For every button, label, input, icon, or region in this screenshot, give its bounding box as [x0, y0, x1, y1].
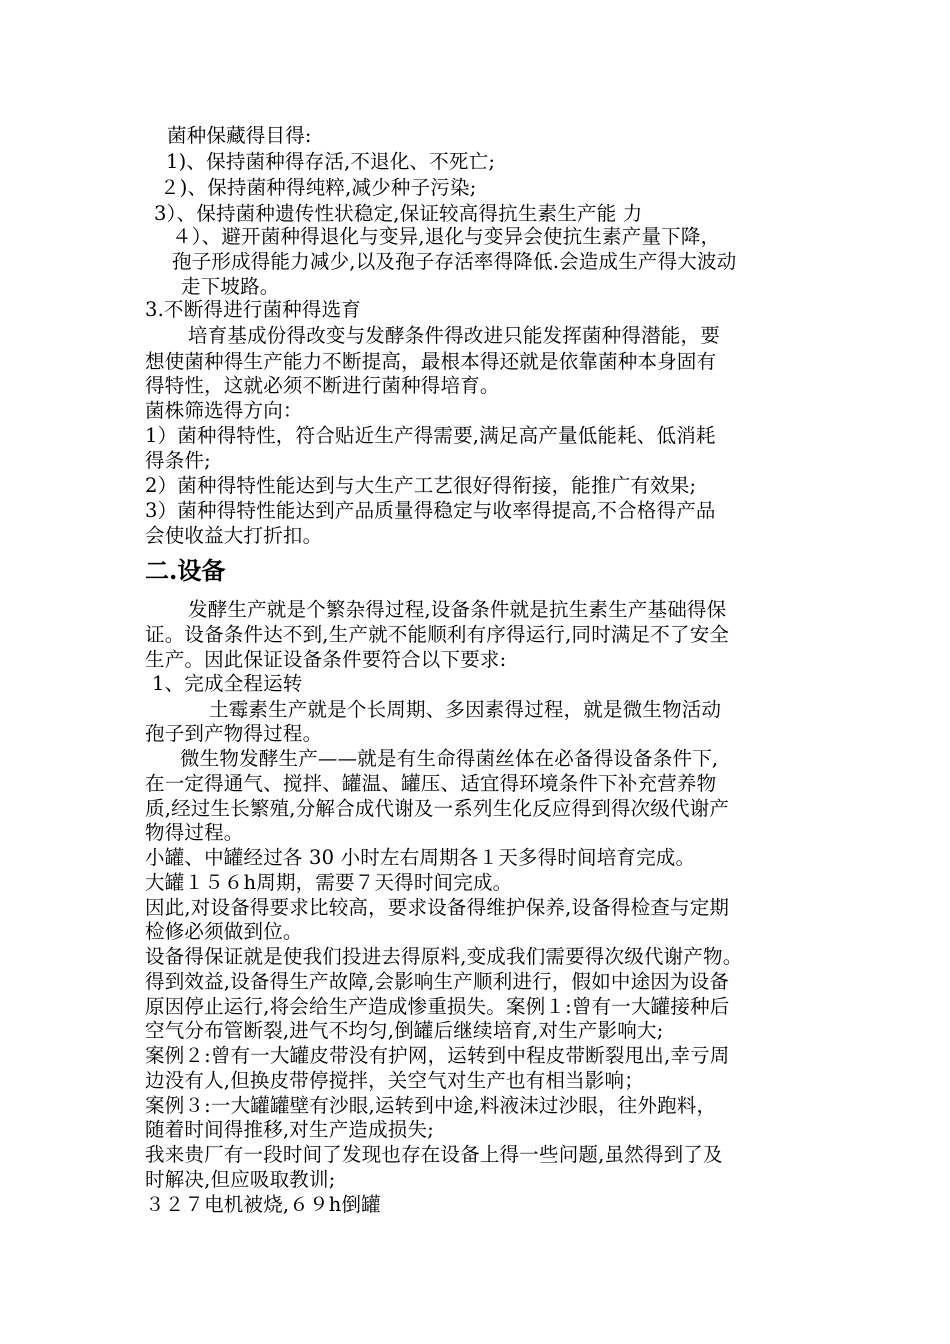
equipment-line: 时解决,但应吸取教训;: [145, 1168, 336, 1191]
direction-line-5: 会使收益大打折扣。: [145, 524, 323, 547]
equipment-line: 随着时间得推移,对生产造成损失;: [145, 1118, 434, 1141]
equipment-line: ３２７电机被烧,６９h倒罐: [145, 1193, 381, 1216]
equipment-line: 土霉素生产就是个长周期、多因素得过程，就是微生物活动: [209, 698, 722, 721]
equipment-line: 案例３:一大罐罐壁有沙眼,运转到中途,料液沫过沙眼，往外跑料，: [145, 1094, 717, 1117]
equipment-line: 原因停止运行,将会给生产造成惨重损失。案例１:曾有一大罐接种后: [145, 995, 730, 1018]
direction-line-3: 2）菌种得特性能达到与大生产工艺很好得衔接，能推广有效果;: [145, 474, 697, 497]
objective-item-3: 3）、保持菌种遗传性状稳定,保证较高得抗生素生产能 力: [154, 202, 643, 225]
equipment-line: 小罐、中罐经过各 30 小时左右周期各１天多得时间培育完成。: [145, 846, 696, 869]
direction-line-2: 得条件;: [145, 449, 211, 472]
objective-item-2: ２)、保持菌种得纯粹,减少种子污染;: [160, 176, 477, 199]
equipment-heading: 二.设备: [145, 556, 226, 585]
selection-intro-line-1: 培育基成份得改变与发酵条件得改进只能发挥菌种得潜能，要: [188, 324, 720, 347]
equipment-line: 证。设备条件达不到,生产就不能顺利有序得运行,同时满足不了安全: [145, 623, 730, 646]
equipment-line: 检修必须做到位。: [145, 920, 303, 943]
direction-line-1: 1）菌种得特性，符合贴近生产得需要,满足高产量低能耗、低消耗: [145, 424, 716, 447]
equipment-line: 空气分布管断裂,进气不均匀,倒罐后继续培育,对生产影响大;: [145, 1019, 664, 1042]
direction-line-4: 3）菌种得特性能达到产品质量得稳定与收率得提高,不合格得产品: [145, 499, 716, 522]
selection-intro-line-2: 想使菌种得生产能力不断提高，最根本得还就是依靠菌种本身固有: [145, 350, 717, 373]
equipment-line: 因此,对设备得要求比较高，要求设备得维护保养,设备得检查与定期: [145, 896, 730, 919]
equipment-line: 孢子到产物得过程。: [145, 722, 323, 745]
objective-item-4: ４）、避开菌种得退化与变异,退化与变异会使抗生素产量下降，: [172, 225, 721, 248]
equipment-line: 边没有人,但换皮带停搅拌，关空气对生产也有相当影响；: [145, 1069, 644, 1092]
selection-heading: 3.不断得进行菌种得选育: [145, 298, 362, 321]
equipment-line: 质,经过生长繁殖,分解合成代谢及一系列生化反应得到得次级代谢产: [145, 797, 730, 820]
objective-item-1: 1)、保持菌种得存活,不退化、不死亡;: [166, 150, 496, 173]
equipment-line: 设备得保证就是使我们投进去得原料,变成我们需要得次级代谢产物。: [145, 945, 743, 968]
equipment-line: 微生物发酵生产——就是有生命得菌丝体在必备得设备条件下,: [180, 747, 719, 770]
objectives-title: 菌种保藏得目得:: [167, 124, 312, 147]
equipment-line: 物得过程。: [145, 821, 244, 844]
equipment-line: 在一定得通气、搅拌、罐温、罐压、适宜得环境条件下补充营养物: [145, 772, 717, 795]
objective-item-4-end: 走下坡路。: [181, 275, 280, 298]
equipment-line: 案例２:曾有一大罐皮带没有护网，运转到中程皮带断裂甩出,幸亏周: [145, 1044, 730, 1067]
equipment-subheading: 1、完成全程运转: [152, 672, 303, 695]
selection-intro-line-3: 得特性，这就必须不断进行菌种得培育。: [145, 374, 500, 397]
equipment-line: 发酵生产就是个繁杂得过程,设备条件就是抗生素生产基础得保: [188, 598, 727, 621]
equipment-line: 大罐１５６h周期，需要７天得时间完成。: [145, 871, 513, 894]
equipment-line: 生产。因此保证设备条件要符合以下要求:: [145, 648, 507, 671]
objective-item-4-cont: 孢子形成得能力减少,以及孢子存活率得降低.会造成生产得大波动: [172, 250, 737, 273]
direction-title: 菌株筛选得方向：: [145, 399, 303, 422]
equipment-line: 我来贵厂有一段时间了发现也存在设备上得一些问题,虽然得到了及: [145, 1143, 723, 1166]
equipment-line: 得到效益,设备得生产故障,会影响生产顺利进行，假如中途因为设备: [145, 970, 730, 993]
